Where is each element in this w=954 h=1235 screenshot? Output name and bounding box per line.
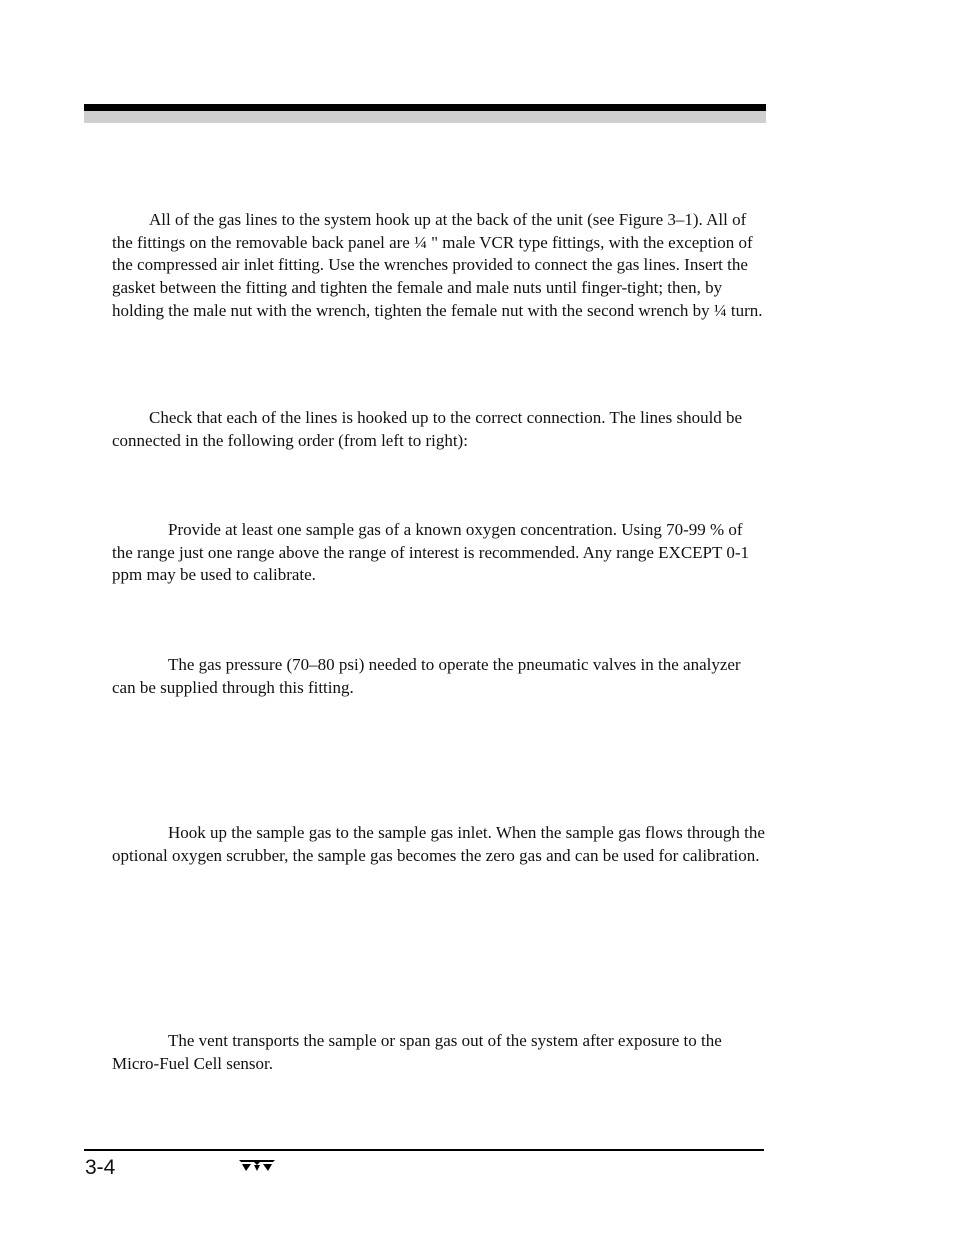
header-rule <box>84 104 766 111</box>
header-band <box>84 111 766 123</box>
paragraph-gas-connections: All of the gas lines to the system hook up at the back of the unit (see Figure 3–1). All of the fittings on the removable back panel are ¼ " male VCR type fittings, with the exception of the compressed air inlet fitting. Use the wrenches provided to connect the gas lines. Insert the gasket between the fitting and tighten the female and male nuts until finger-tight; then, by holding the male nut with the wrench, tighten the female nut with the second wrench by ¼ turn. <box>112 210 763 320</box>
paragraph-vent: The vent transports the sample or span gas out of the system after exposure to the Micro-Fuel Cell sensor. <box>112 1031 722 1073</box>
page-number: 3-4 <box>85 1156 116 1179</box>
teledyne-logo-icon <box>238 1158 276 1172</box>
footer-rule <box>84 1149 764 1151</box>
paragraph-span-gas: Provide at least one sample gas of a known oxygen concentration. Using 70-99 % of the range just one range above the range of interest is recommended. Any range EXCEPT 0-1 ppm may be used to calibrate. <box>112 520 749 585</box>
paragraph-compressed-air: The gas pressure (70–80 psi) needed to operate the pneumatic valves in the analyzer can be supplied through this fitting. <box>112 655 741 697</box>
paragraph-sample-gas: Hook up the sample gas to the sample gas inlet. When the sample gas flows through the optional oxygen scrubber, the sample gas becomes the zero gas and can be used for calibration. <box>112 823 765 865</box>
paragraph-line-order: Check that each of the lines is hooked up to the correct connection. The lines should be connected in the following order (from left to right): <box>112 408 743 450</box>
